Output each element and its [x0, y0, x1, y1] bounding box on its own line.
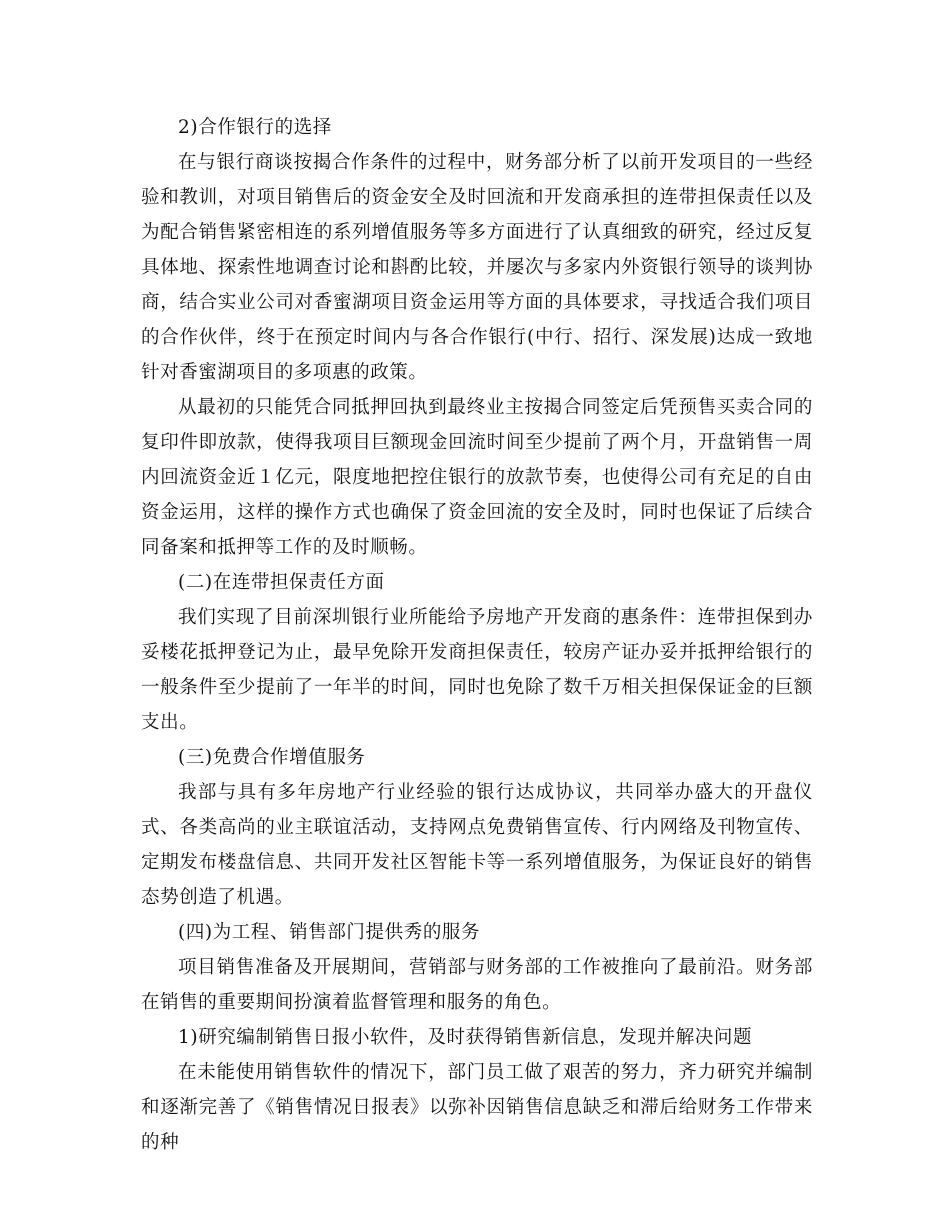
heading-joint-guarantee: (二)在连带担保责任方面: [178, 572, 385, 593]
subheading-partner-bank-selection: 2)合作银行的选择: [178, 117, 332, 138]
paragraph-joint-guarantee: 我们实现了目前深圳银行业所能给予房地产开发商的惠条件：连带担保到办妥楼花抵押登记为止，最早免除开发商担保责任，较房产证办妥并抵押给银行的一般条件至少提前了一年半的时间，同时也免除了数千万相关担保保证金的巨额支出。: [141, 607, 813, 733]
heading-value-added-services: (三)免费合作增值服务: [178, 747, 366, 768]
paragraph-sales-preparation: 项目销售准备及开展期间，营销部与财务部的工作被推向了最前沿。财务部在销售的重要期间扮演着监督管理和服务的角色。: [141, 957, 813, 1013]
paragraph-daily-report: 在未能使用销售软件的情况下，部门员工做了艰苦的努力，齐力研究并编制和逐渐完善了《销售情况日报表》以弥补因销售信息缺乏和滞后给财务工作带来的种: [141, 1062, 813, 1153]
subheading-daily-report-software: 1)研究编制销售日报小软件，及时获得销售新信息，发现并解决问题: [178, 1027, 753, 1048]
document-page: [141, 110, 813, 1160]
paragraph-value-added-services: 我部与具有多年房地产行业经验的银行达成协议，共同举办盛大的开盘仪式、各类高尚的业主联谊活动，支持网点免费销售宣传、行内网络及刊物宣传、定期发布楼盘信息、共同开发社区智能卡等一系列增值服务，为保证良好的销售态势创造了机遇。: [141, 782, 813, 908]
paragraph-bank-negotiation: 在与银行商谈按揭合作条件的过程中，财务部分析了以前开发项目的一些经验和教训，对项目销售后的资金安全及时回流和开发商承担的连带担保责任以及为配合销售紧密相连的系列增值服务等多方面进行了认真细致的研究，经过反复具体地、探索性地调查讨论和斟酌比较，并屡次与多家内外资银行领导的谈判协商，结合实业公司对香蜜湖项目资金运用等方面的具体要求，寻找适合我们项目的合作伙伴，终于在预定时间内与各合作银行(中行、招行、深发展)达成一致地针对香蜜湖项目的多项惠的政策。: [141, 152, 813, 383]
heading-services-for-departments: (四)为工程、销售部门提供秀的服务: [178, 922, 481, 943]
paragraph-loan-release: 从最初的只能凭合同抵押回执到最终业主按揭合同签定后凭预售买卖合同的复印件即放款，使得我项目巨额现金回流时间至少提前了两个月，开盘销售一周内回流资金近１亿元，限度地把控住银行的放款节奏，也使得公司有充足的自由资金运用，这样的操作方式也确保了资金回流的安全及时，同时也保证了后续合同备案和抵押等工作的及时顺畅。: [141, 397, 813, 558]
